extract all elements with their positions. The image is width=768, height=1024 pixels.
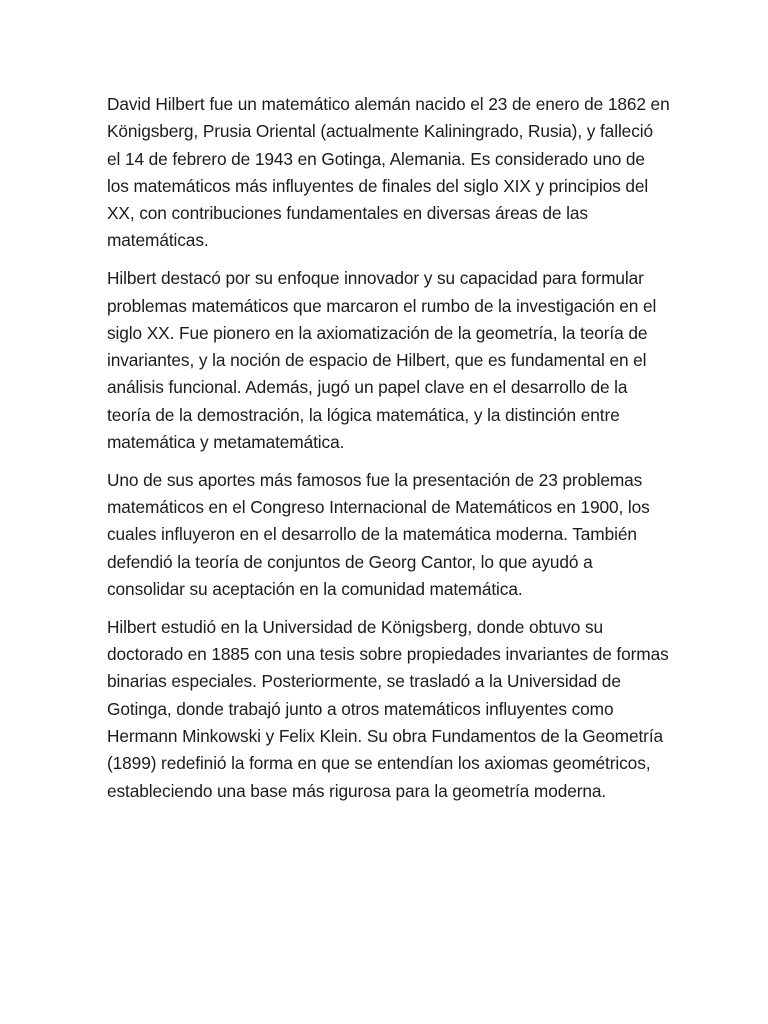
paragraph-contributions: Hilbert destacó por su enfoque innovador y su capacidad para formular problemas matemáticos que marcaron el rumbo de la investigación en el siglo XX. Fue pionero en la axiomatización de la geometría, la teoría de invariantes, y la noción de espacio de Hilbert, que es fundamental en el análisis funcional. Además, jugó un papel clave en el desarrollo de la teoría de la demostración, la lógica matemática, y la distinción entre matemática y metamatemática. bbox=[107, 268, 657, 453]
paragraph-problems: Uno de sus aportes más famosos fue la presentación de 23 problemas matemáticos en el Congreso Internacional de Matemáticos en 1900, los cuales influyeron en el desarrollo de la matemática moderna. También defendió la teoría de conjuntos de Georg Cantor, lo que ayudó a consolidar su aceptación en la comunidad matemática. bbox=[107, 469, 650, 600]
paragraph-education: Hilbert estudió en la Universidad de Königsberg, donde obtuvo su doctorado en 1885 con una tesis sobre propiedades invariantes de formas binarias especiales. Posteriormente, se trasladó a la Universidad de Gotinga, donde trabajó junto a otros matemáticos influyentes como Hermann Minkowski y Felix Klein. Su obra Fundamentos de la Geometría (1899) redefinió la forma en que se entendían los axiomas geométricos, estableciendo una base más rigurosa para la geometría moderna. bbox=[107, 616, 669, 801]
paragraph-biography: David Hilbert fue un matemático alemán nacido el 23 de enero de 1862 en Königsberg, Prusia Oriental (actualmente Kaliningrado, Rusia), y falleció el 14 de febrero de 1943 en Gotinga, Alemania. Es considerado uno de los matemáticos más influyentes de finales del siglo XIX y principios del XX, con contribuciones fundamentales en diversas áreas de las matemáticas. bbox=[107, 94, 670, 251]
